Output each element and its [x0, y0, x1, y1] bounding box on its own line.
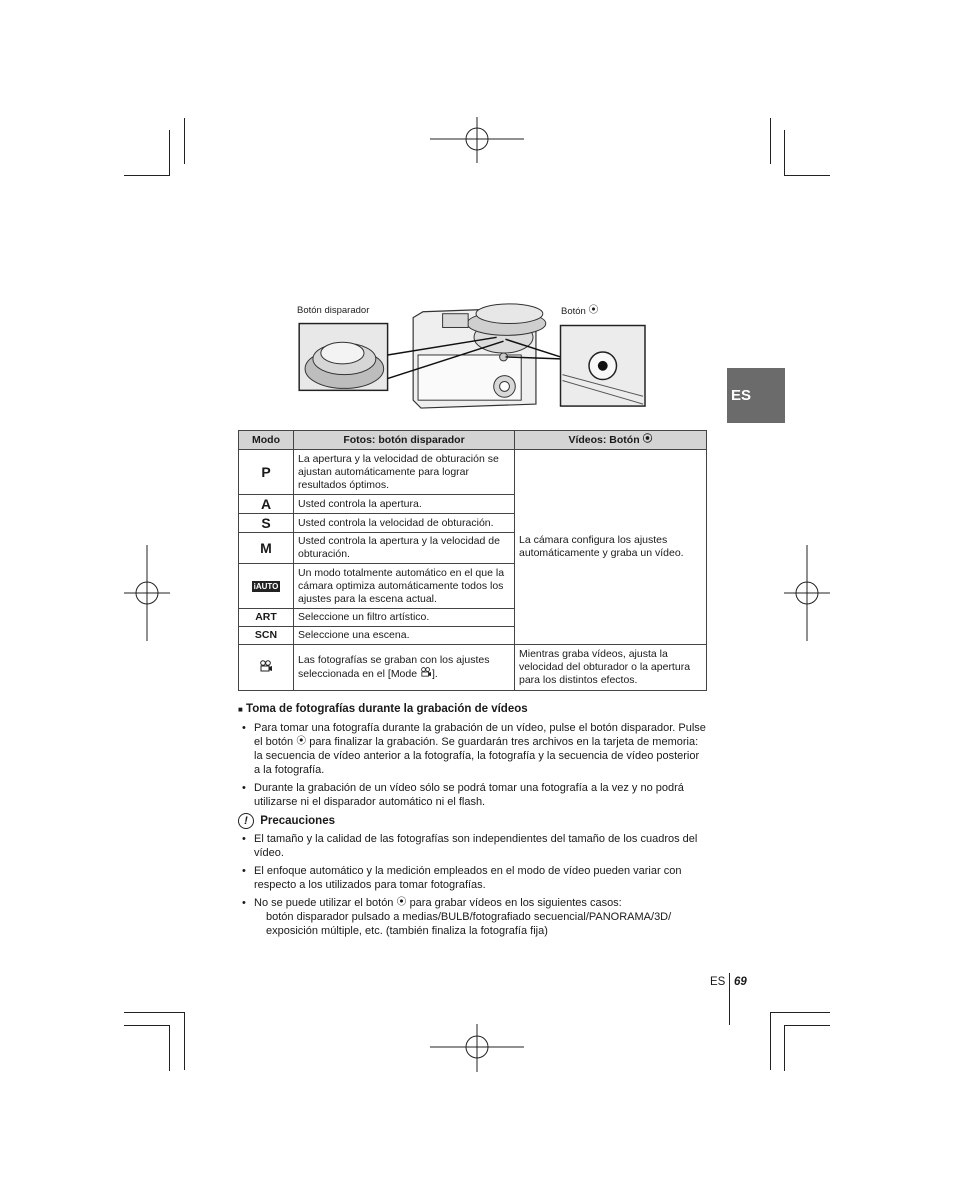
- crop-mark: [169, 130, 170, 176]
- iauto-icon: iAUTO: [253, 581, 279, 591]
- table-header-row: [239, 431, 707, 450]
- page-number: 69: [734, 976, 747, 988]
- crop-mark: [169, 1025, 170, 1071]
- list-item-subtext: botón disparador pulsado a medias/BULB/fotografiado secuencial/PANORAMA/3D/ exposición múltiple, etc. (también finaliza la fotografía fija): [266, 911, 672, 937]
- video-cell: Mientras graba vídeos, ajusta la velocidad del obturador o la apertura para los distintos efectos.: [515, 645, 707, 691]
- crop-mark: [784, 130, 785, 176]
- crop-mark: [770, 118, 771, 164]
- registration-mark-right: [784, 545, 830, 641]
- precautions-heading-text: Precauciones: [260, 815, 335, 827]
- header-video: [515, 431, 707, 450]
- bullet-list: [238, 721, 706, 813]
- header-photo: Fotos: botón disparador: [294, 431, 515, 450]
- crop-mark: [770, 1012, 771, 1070]
- video-cell: La cámara configura los ajustes automáticamente y graba un vídeo.: [515, 450, 707, 645]
- precautions-heading: [238, 813, 335, 829]
- photo-cell: La apertura y la velocidad de obturación se ajustan automáticamente para lograr resultados óptimos.: [294, 450, 515, 495]
- crop-mark: [770, 1012, 830, 1013]
- crop-mark: [124, 1012, 185, 1013]
- photo-cell: Seleccione una escena.: [294, 627, 515, 645]
- list-item-text: para finalizar la grabación. Se guardarán tres archivos en la tarjeta de memoria: la secuencia de vídeo anterior a la fotografía, la fotografía y la secuencia de vídeo posterior a la fotografía.: [254, 736, 700, 776]
- crop-mark: [184, 118, 185, 164]
- header-video-text: Vídeos: Botón: [568, 434, 640, 446]
- record-icon: ⦿: [642, 434, 653, 446]
- mode-cell: SCN: [239, 627, 294, 645]
- mode-table: [238, 430, 707, 691]
- mode-cell: [239, 564, 294, 609]
- list-item-text: para grabar vídeos en los siguientes casos:: [409, 897, 622, 909]
- photo-text-suffix: ].: [432, 668, 438, 680]
- registration-mark-top: [430, 117, 524, 163]
- crop-mark: [124, 1025, 170, 1026]
- record-button-label-text: Botón: [561, 306, 586, 317]
- mode-cell: A: [239, 495, 294, 514]
- list-item-text: Para tomar una fotografía durante la grabación de un vídeo, pulse el botón disparador. Pulse el botón: [254, 722, 706, 748]
- list-item-text: No se puede utilizar el botón: [254, 897, 394, 909]
- photo-text: Las fotografías se graban con los ajustes seleccionada en el [Mode: [298, 654, 490, 680]
- crop-mark: [784, 175, 830, 176]
- movie-camera-icon: [259, 660, 273, 672]
- section-heading-text: Toma de fotografías durante la grabación de vídeos: [246, 703, 528, 715]
- movie-camera-icon: [420, 667, 432, 677]
- record-icon: ⦿: [588, 305, 599, 317]
- table-row: [239, 645, 707, 691]
- list-item: • El tamaño y la calidad de las fotografías son independientes del tamaño de los cuadros del vídeo.: [238, 832, 706, 860]
- record-icon: ⦿: [296, 736, 307, 748]
- header-mode: Modo: [239, 431, 294, 450]
- mode-cell: S: [239, 514, 294, 533]
- registration-mark-left: [124, 545, 170, 641]
- list-item: • Durante la grabación de un vídeo sólo se podrá tomar una fotografía a la vez y no podrá utilizarse ni el disparador automático ni el flash.: [238, 781, 706, 809]
- list-item: • El enfoque automático y la medición empleados en el modo de vídeo pueden variar con respecto a los utilizados para tomar fotografías.: [238, 864, 706, 892]
- mode-cell: M: [239, 533, 294, 564]
- mode-cell: [239, 645, 294, 691]
- record-icon: ⦿: [396, 897, 407, 909]
- language-tab: ES: [727, 368, 785, 423]
- photo-cell: [294, 645, 515, 691]
- photo-cell: Usted controla la apertura.: [294, 495, 515, 514]
- photo-cell: Usted controla la velocidad de obturación.: [294, 514, 515, 533]
- mode-cell: P: [239, 450, 294, 495]
- shutter-button-label: Botón disparador: [297, 305, 370, 316]
- photo-cell: Usted controla la apertura y la velocidad de obturación.: [294, 533, 515, 564]
- registration-mark-bottom: [430, 1024, 524, 1072]
- footer-language: ES: [710, 976, 726, 988]
- caution-icon: !: [238, 813, 254, 829]
- camera-illustration: [292, 298, 662, 410]
- mode-cell: ART: [239, 609, 294, 627]
- table-row: [239, 450, 707, 495]
- section-heading: ■ Toma de fotografías durante la grabación de vídeos: [238, 703, 528, 715]
- bullet-list: [238, 832, 706, 942]
- photo-cell: Un modo totalmente automático en el que la cámara optimiza automáticamente todos los ajustes para la escena actual.: [294, 564, 515, 609]
- list-item: [238, 896, 706, 938]
- crop-mark: [124, 175, 170, 176]
- crop-mark: [184, 1012, 185, 1070]
- footer-divider: [729, 973, 730, 1025]
- photo-cell: Seleccione un filtro artístico.: [294, 609, 515, 627]
- crop-mark: [784, 1025, 830, 1026]
- crop-mark: [784, 1025, 785, 1071]
- list-item: [238, 721, 706, 777]
